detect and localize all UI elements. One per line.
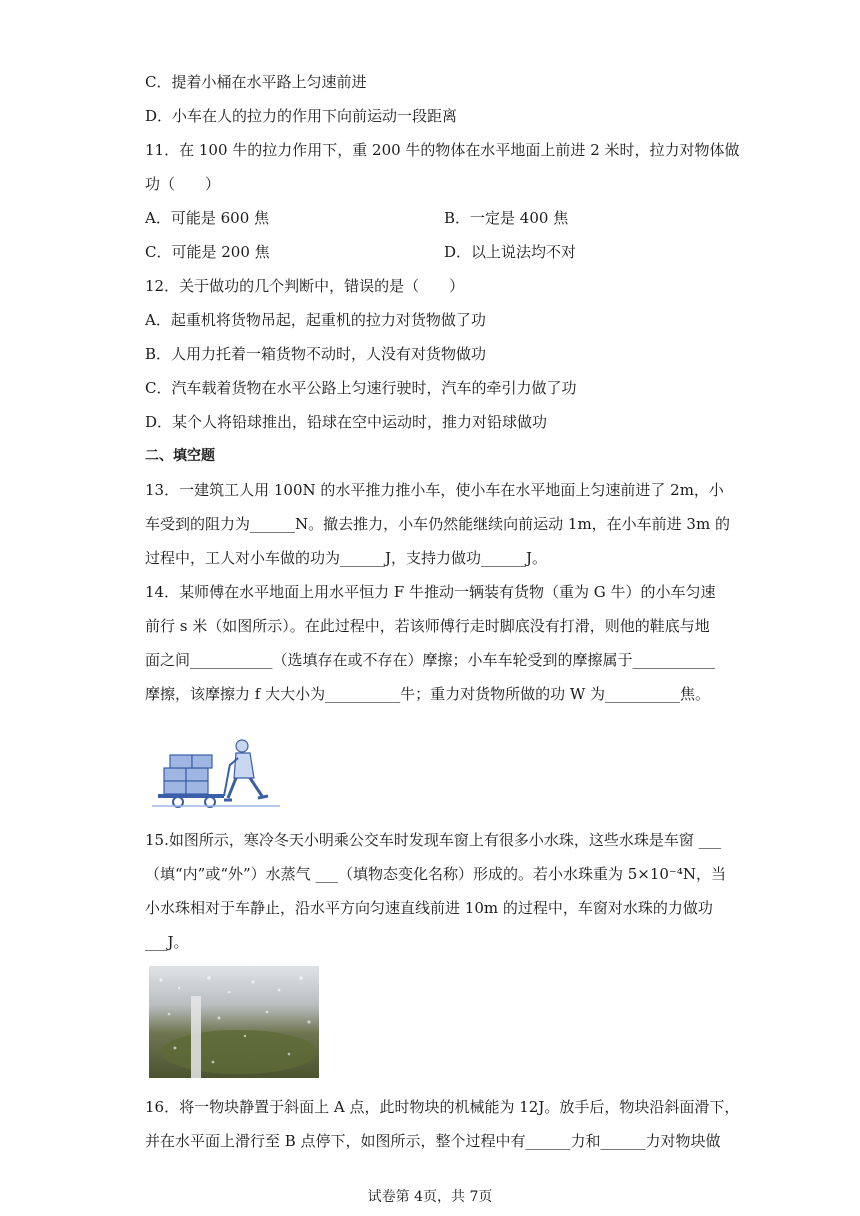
q11-option-d: D．以上说法均不对: [444, 243, 577, 261]
option-d: D．小车在人的拉力的作用下向前运动一段距离: [145, 107, 458, 125]
question-13-cont1: 车受到的阻力为______N。撤去推力，小车仍然能继续向前运动 1m，在小车前进 3m 的: [145, 515, 730, 533]
q12-option-d: D．某个人将铅球推出，铅球在空中运动时，推力对铅球做功: [145, 413, 548, 431]
q11-option-a: A．可能是 600 焦: [145, 209, 269, 227]
q12-option-b: B．人用力托着一箱货物不动时，人没有对货物做功: [145, 345, 487, 363]
q11-option-c: C．可能是 200 焦: [145, 243, 270, 261]
window-water-droplets-photo: [149, 966, 319, 1078]
q12-option-a: A．起重机将货物吊起，起重机的拉力对货物做了功: [145, 311, 486, 329]
question-14-cont1: 前行 s 米（如图所示）。在此过程中，若该师傅行走时脚底没有打滑，则他的鞋底与地: [145, 617, 710, 635]
question-11: 11．在 100 牛的拉力作用下，重 200 牛的物体在水平地面上前进 2 米时，拉力对物体做: [145, 141, 740, 159]
q11-option-b: B．一定是 400 焦: [444, 209, 569, 227]
q12-option-c: C．汽车载着货物在水平公路上匀速行驶时，汽车的牵引力做了功: [145, 379, 577, 397]
worker-pushing-cart-illustration: [150, 738, 290, 808]
section-heading: 二、填空题: [145, 448, 215, 464]
question-16: 16．将一物块静置于斜面上 A 点，此时物块的机械能为 12J。放手后，物块沿斜面滑下，: [145, 1098, 740, 1116]
question-15-cont3: ___J。: [145, 933, 189, 951]
question-13-cont2: 过程中，工人对小车做的功为______J，支持力做功______J。: [145, 549, 548, 567]
question-15-cont2: 小水珠相对于车静止，沿水平方向匀速直线前进 10m 的过程中，车窗对水珠的力做功: [145, 899, 713, 917]
page-footer: 试卷第 4页，共 7页: [367, 1189, 493, 1205]
question-11-cont: 功（ ）: [145, 175, 221, 193]
question-13: 13．一建筑工人用 100N 的水平推力推小车，使小车在水平地面上匀速前进了 2m，小: [145, 481, 724, 499]
option-c: C．提着小桶在水平路上匀速前进: [145, 73, 367, 91]
question-15: 15.如图所示，寒冷冬天小明乘公交车时发现车窗上有很多小水珠，这些水珠是车窗 ___: [145, 831, 722, 849]
question-14-cont2: 面之间___________（选填存在或不存在）摩擦；小车车轮受到的摩擦属于___________: [145, 651, 716, 669]
question-14: 14．某师傅在水平地面上用水平恒力 F 牛推动一辆装有货物（重为 G 牛）的小车匀速: [145, 583, 716, 601]
question-14-cont3: 摩擦，该摩擦力 f 大大小为__________牛；重力对货物所做的功 W 为__________焦。: [145, 685, 711, 703]
question-15-cont1: （填“内”或“外”）水蒸气 ___（填物态变化名称）形成的。若小水珠重为 5×10⁻⁴N，当: [145, 865, 726, 883]
question-16-cont: 并在水平面上滑行至 B 点停下，如图所示，整个过程中有______力和______力对物块做: [145, 1132, 721, 1150]
question-12: 12．关于做功的几个判断中，错误的是（ ）: [145, 277, 465, 295]
